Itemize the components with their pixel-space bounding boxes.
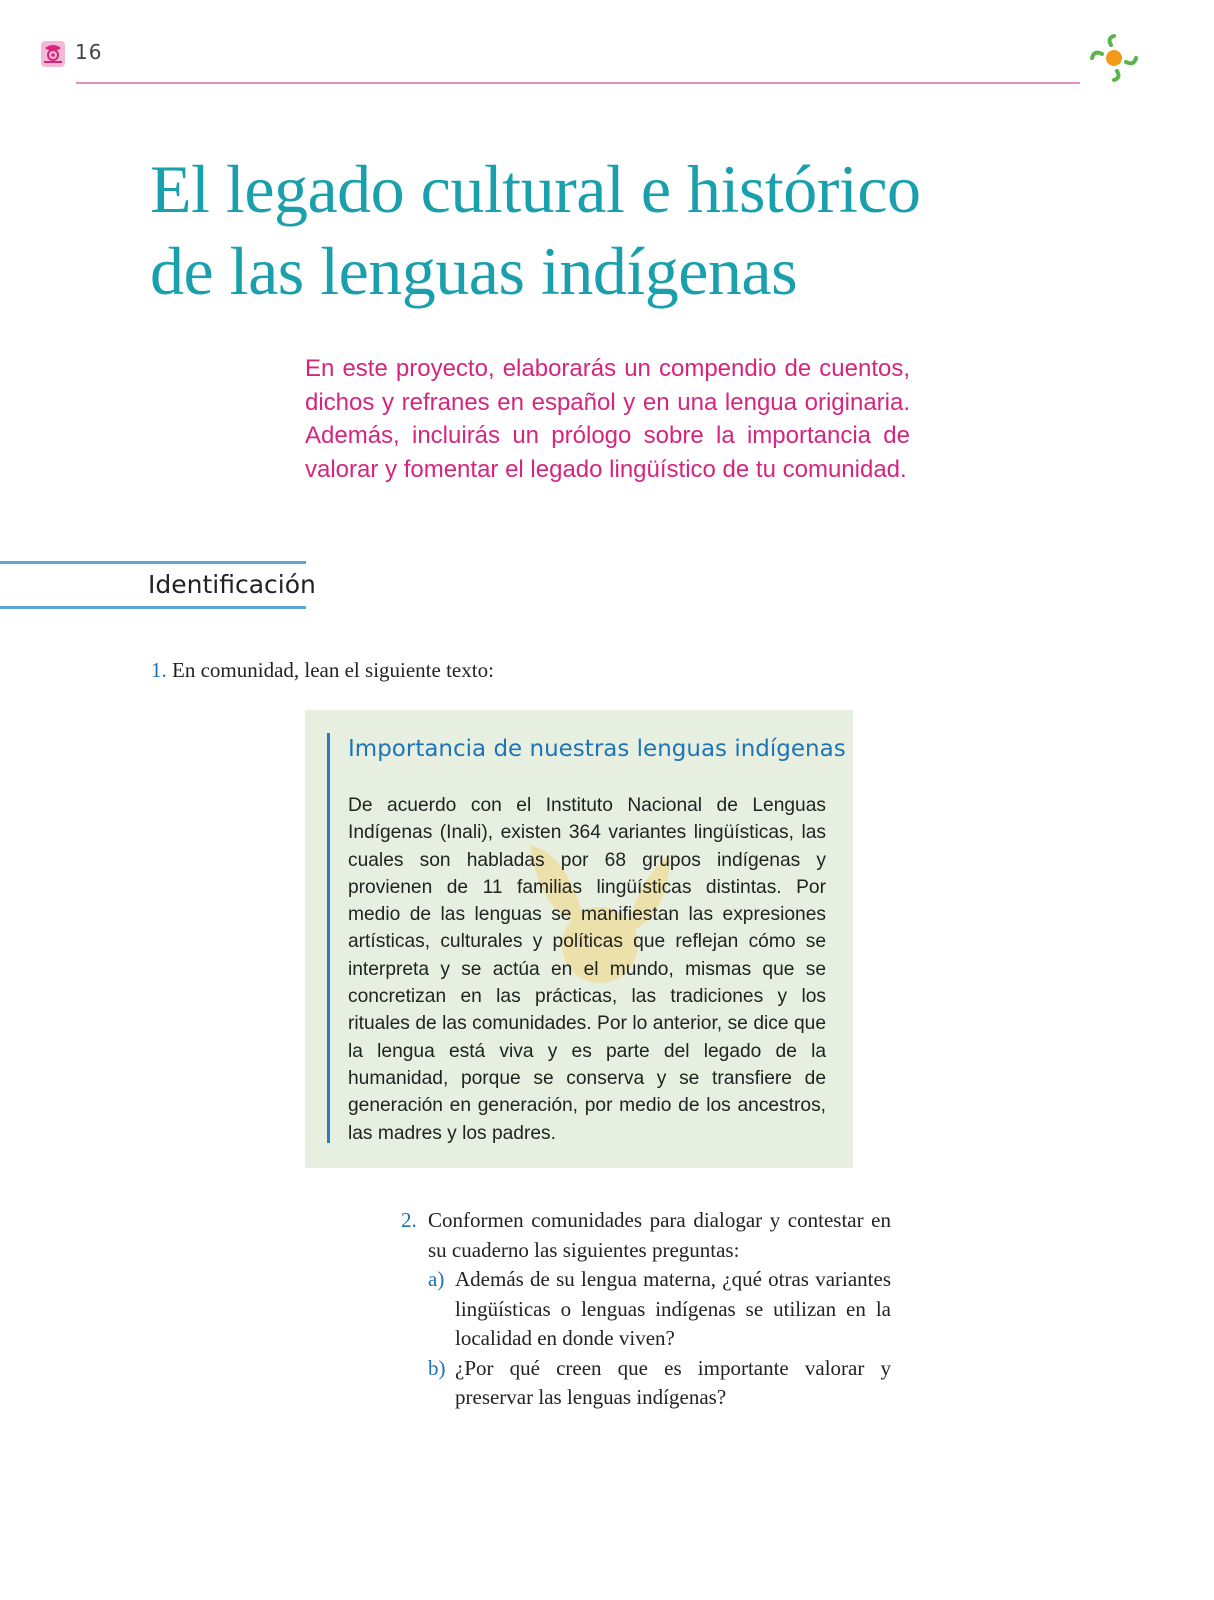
section-rule-bottom [0, 606, 306, 609]
question-list [428, 1265, 891, 1413]
header-rule [76, 82, 1080, 84]
question-label: a) [428, 1267, 445, 1291]
question-label: b) [428, 1355, 446, 1380]
page-title-line-2: de las lenguas indígenas [150, 233, 798, 309]
instruction-text: En comunidad, lean el siguiente texto: [172, 658, 494, 682]
glyph-icon [40, 40, 66, 68]
reading-title: Importancia de nuestras lenguas indígenas [348, 736, 846, 762]
question-text: Además de su lengua materna, ¿qué otras variantes lingüísticas o lenguas indígenas se utilizan en la localidad en donde viven? [455, 1267, 891, 1350]
section-rule-top [0, 561, 306, 564]
instruction-1 [151, 655, 494, 685]
page-number: 16 [75, 40, 103, 64]
question-item [428, 1354, 891, 1413]
instruction-text: Conformen comunidades para dialogar y contestar en su cuaderno las siguientes preguntas: [428, 1208, 891, 1262]
instruction-2 [401, 1206, 891, 1413]
question-text: ¿Por qué creen que es importante valorar y preservar las lenguas indígenas? [455, 1355, 891, 1409]
instruction-number: 2. [401, 1208, 417, 1232]
question-item [428, 1265, 891, 1354]
page-title [150, 148, 1050, 312]
project-intro: En este proyecto, elaborarás un compendio de cuentos, dichos y refranes en español y en una lengua originaria. Además, incluirás un prólogo sobre la importancia de valorar y fomentar el legado lingüístico de tu comunidad. [305, 355, 910, 483]
reading-body: De acuerdo con el Instituto Nacional de Lenguas Indígenas (Inali), existen 364 variantes lingüísticas, las cuales son habladas por 68 grupos indígenas y provienen de 11 familias lingüísticas distintas. Por medio de las lenguas se manifiestan las expresiones artísticas, culturales y políticas que reflejan cómo se interpreta y se actúa en el mundo, mismas que se concretizan en las prácticas, las tradiciones y los rituales de las comunidades. Por lo anterior, se dice que la lengua está viva y es parte del legado de la humanidad, porque se conserva y se transfiere de generación en generación, por medio de los ancestros, las madres y los padres. [348, 795, 826, 1144]
flower-logo-icon [1086, 32, 1142, 86]
instruction-number: 1. [151, 658, 167, 682]
reading-box-rule [327, 733, 330, 1143]
section-heading: Identificación [148, 570, 316, 599]
page-title-line-1: El legado cultural e histórico [150, 151, 921, 227]
